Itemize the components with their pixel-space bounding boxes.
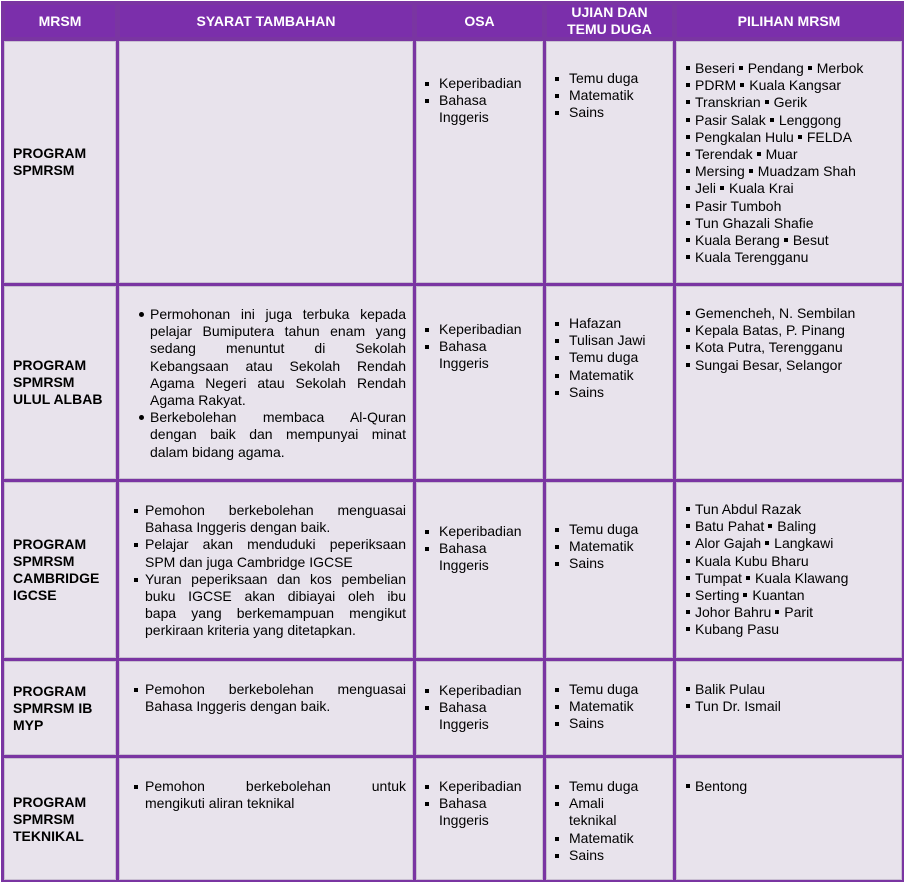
ujian-list	[547, 70, 672, 122]
pilihan-mrsm-cell	[676, 758, 902, 880]
osa-list	[417, 682, 542, 734]
ujian-list	[547, 681, 672, 733]
mrsm-school: Beseri	[685, 60, 735, 76]
mrsm-school: Johor Bahru	[685, 604, 771, 620]
syarat-text: Permohonan ini juga terbuka kepada	[150, 306, 406, 322]
ujian-list	[547, 778, 672, 864]
program-name-line: SPMRSM	[13, 162, 75, 178]
program-name-line: PROGRAM	[13, 793, 87, 810]
mrsm-school: Kuala Krai	[719, 180, 794, 196]
pilihan-mrsm-cell	[676, 482, 902, 658]
program-name-line: ULUL ALBAB	[13, 391, 103, 407]
syarat-tambahan-cell	[119, 661, 413, 755]
osa-item: Keperibadian	[417, 321, 542, 338]
osa-item: Bahasa	[417, 540, 542, 557]
pilihan-line	[677, 339, 901, 356]
ujian-temu-duga-cell	[546, 286, 673, 479]
syarat-text: pelajar Bumiputera tahun enam yang	[150, 323, 406, 340]
program-name	[13, 357, 102, 408]
ujian-item: Matematik	[547, 698, 672, 715]
pilihan-mrsm-cell	[676, 661, 902, 755]
program-name-line: CAMBRIDGE	[13, 570, 100, 586]
program-name-line: MYP	[13, 716, 44, 733]
header-ujian-line1: UJIAN DAN	[571, 4, 648, 20]
program-name-line: PROGRAM	[13, 357, 87, 373]
osa-item: Inggeris	[439, 716, 489, 733]
ujian-item: Hafazan	[547, 315, 672, 332]
pilihan-line	[677, 77, 901, 94]
mrsm-school: Langkawi	[764, 535, 833, 551]
ujian-item: Temu duga	[547, 70, 672, 87]
pilihan-line	[677, 163, 901, 180]
pilihan-line	[677, 60, 901, 77]
mrsm-school: Kuala Terengganu	[685, 249, 808, 265]
mrsm-school: Serting	[685, 587, 739, 603]
mrsm-school: Batu Pahat	[685, 518, 764, 534]
pilihan-line	[677, 518, 901, 535]
pilihan-line	[677, 553, 901, 570]
osa-item: Keperibadian	[417, 778, 542, 795]
header-osa: OSA	[416, 4, 543, 38]
osa-cell	[416, 661, 543, 755]
syarat-text: dengan baik dan mempunyai minat	[150, 426, 406, 443]
syarat-text: mengikuti aliran teknikal	[145, 795, 295, 812]
osa-item: Bahasa	[417, 699, 542, 716]
program-name-line: PROGRAM	[13, 145, 87, 161]
mrsm-school: Kuala Kubu Bharu	[685, 553, 809, 569]
pilihan-mrsm-cell	[676, 286, 902, 479]
mrsm-school: Sungai Besar, Selangor	[685, 357, 842, 373]
ujian-temu-duga-cell	[546, 41, 673, 283]
mrsm-school: Besut	[783, 232, 829, 248]
ujian-item: Matematik	[547, 87, 672, 104]
osa-list	[417, 523, 542, 575]
program-name-line: SPMRSM IB	[13, 699, 93, 716]
pilihan-line	[677, 198, 901, 215]
syarat-list	[128, 306, 406, 461]
mrsm-school: Kuantan	[742, 587, 804, 603]
mrsm-school: Transkrian	[685, 94, 761, 110]
mrsm-school: Balik Pulau	[685, 681, 765, 697]
syarat-text: Agama Rakyat.	[150, 392, 246, 409]
osa-cell	[416, 41, 543, 283]
pilihan-line	[677, 249, 901, 266]
program-name	[13, 145, 86, 179]
syarat-text: Bahasa Inggeris dengan baik.	[145, 519, 331, 536]
osa-list	[417, 321, 542, 373]
pilihan-line	[677, 146, 901, 163]
osa-list	[417, 778, 542, 830]
mrsm-school: Baling	[767, 518, 816, 534]
program-name-line: SPMRSM	[13, 553, 75, 569]
mrsm-school: Kepala Batas, P. Pinang	[685, 322, 845, 338]
pilihan-line	[677, 698, 901, 715]
mrsm-school: Gerik	[764, 94, 807, 110]
osa-cell	[416, 758, 543, 880]
syarat-item	[128, 536, 406, 570]
osa-item: Keperibadian	[417, 75, 542, 92]
program-name-line: SPMRSM	[13, 374, 75, 390]
program-name	[13, 683, 92, 734]
mrsm-school: Pasir Tumboh	[685, 198, 781, 214]
program-name	[13, 794, 86, 845]
ujian-item: Matematik	[547, 367, 672, 384]
pilihan-line	[677, 681, 901, 698]
mrsm-school: Terendak	[685, 146, 753, 162]
pilihan-line	[677, 778, 901, 795]
pilihan-line	[677, 215, 901, 232]
mrsm-school: Muadzam Shah	[748, 163, 856, 179]
pilihan-line	[677, 501, 901, 518]
ujian-temu-duga-cell	[546, 661, 673, 755]
osa-list	[417, 75, 542, 127]
pilihan-line	[677, 587, 901, 604]
ujian-item: Sains	[547, 847, 672, 864]
mrsm-school: Pendang	[738, 60, 804, 76]
mrsm-school: Tun Ghazali Shafie	[685, 215, 814, 231]
header-pilihan-mrsm: PILIHAN MRSM	[676, 4, 902, 38]
syarat-list	[128, 778, 406, 812]
mrsm-school: Tumpat	[685, 570, 742, 586]
syarat-text: Pemohon berkebolehan menguasai	[145, 502, 406, 518]
osa-item: Keperibadian	[417, 523, 542, 540]
ujian-item: Temu duga	[547, 778, 672, 795]
header-ujian-line2: TEMU DUGA	[567, 21, 652, 37]
ujian-item: Temu duga	[547, 521, 672, 538]
mrsm-school: Kota Putra, Terengganu	[685, 339, 843, 355]
syarat-tambahan-cell	[119, 286, 413, 479]
mrsm-school: Tun Dr. Ismail	[685, 698, 781, 714]
osa-cell	[416, 482, 543, 658]
syarat-text: sedang menuntut di Sekolah	[150, 340, 406, 357]
osa-cell	[416, 286, 543, 479]
osa-item: Keperibadian	[417, 682, 542, 699]
pilihan-line	[677, 322, 901, 339]
syarat-item	[128, 502, 406, 536]
ujian-item: Matematik	[547, 538, 672, 555]
mrsm-school: Kuala Kangsar	[739, 77, 841, 93]
mrsm-school: FELDA	[797, 129, 852, 145]
pilihan-line	[677, 305, 901, 322]
syarat-text: Pemohon berkebolehan untuk	[145, 778, 406, 794]
pilihan-line	[677, 535, 901, 552]
pilihan-line	[677, 112, 901, 129]
ujian-item: Sains	[547, 715, 672, 732]
program-name-cell	[4, 482, 116, 658]
mrsm-school: Pengkalan Hulu	[685, 129, 794, 145]
mrsm-school: Pasir Salak	[685, 112, 766, 128]
pilihan-line	[677, 232, 901, 249]
osa-item: Bahasa	[417, 338, 542, 355]
syarat-item	[128, 306, 406, 409]
ujian-item: Sains	[547, 104, 672, 121]
pilihan-mrsm-cell	[676, 41, 902, 283]
pilihan-line	[677, 94, 901, 111]
syarat-item	[128, 681, 406, 715]
syarat-text: Pelajar akan menduduki peperiksaan	[145, 536, 406, 553]
mrsm-school: Kuala Berang	[685, 232, 780, 248]
mrsm-school: Gemencheh, N. Sembilan	[685, 305, 855, 321]
ujian-item: teknikal	[569, 812, 617, 829]
syarat-list	[128, 502, 406, 640]
pilihan-line	[677, 180, 901, 197]
mrsm-school: Tun Abdul Razak	[685, 501, 801, 517]
pilihan-line	[677, 129, 901, 146]
ujian-item: Tulisan Jawi	[547, 332, 672, 349]
syarat-text: Agama Negeri atau Sekolah Rendah	[150, 374, 406, 391]
syarat-text: Pemohon berkebolehan menguasai	[145, 681, 406, 697]
pilihan-line	[677, 621, 901, 638]
program-name	[13, 536, 99, 604]
syarat-item	[128, 409, 406, 461]
syarat-text: perkiraan kriteria yang ditetapkan.	[145, 622, 356, 639]
pilihan-line	[677, 570, 901, 587]
ujian-list	[547, 521, 672, 573]
program-name-line: IGCSE	[13, 587, 57, 603]
program-name-line: SPMRSM	[13, 810, 75, 827]
mrsm-school: Bentong	[685, 778, 747, 794]
ujian-item: Matematik	[547, 830, 672, 847]
syarat-text: dalam bidang agama.	[150, 443, 285, 460]
syarat-text: Yuran peperiksaan dan kos pembelian	[145, 570, 406, 587]
header-mrsm: MRSM	[4, 4, 116, 38]
program-name-cell	[4, 41, 116, 283]
osa-item: Inggeris	[439, 109, 489, 126]
mrsm-school: Merbok	[807, 60, 864, 76]
mrsm-school: Lenggong	[769, 112, 841, 128]
osa-item: Inggeris	[439, 812, 489, 829]
syarat-list	[128, 681, 406, 715]
program-name-line: PROGRAM	[13, 682, 87, 699]
program-name-cell	[4, 758, 116, 880]
mrsm-school: Muar	[756, 146, 798, 162]
ujian-temu-duga-cell	[546, 482, 673, 658]
syarat-item	[128, 778, 406, 812]
program-name-cell	[4, 661, 116, 755]
ujian-item: Sains	[547, 555, 672, 572]
mrsm-school: Parit	[774, 604, 813, 620]
pilihan-line	[677, 357, 901, 374]
program-name-line: PROGRAM	[13, 536, 87, 552]
program-name-line: TEKNIKAL	[13, 827, 84, 844]
mrsm-program-table	[1, 1, 904, 882]
osa-item: Inggeris	[439, 355, 489, 372]
ujian-item: Temu duga	[547, 349, 672, 366]
mrsm-school: Alor Gajah	[685, 535, 761, 551]
syarat-item	[128, 571, 406, 640]
ujian-temu-duga-cell	[546, 758, 673, 880]
mrsm-school: Jeli	[685, 180, 716, 196]
syarat-tambahan-cell	[119, 482, 413, 658]
osa-item: Bahasa	[417, 795, 542, 812]
ujian-list	[547, 315, 672, 401]
mrsm-school: PDRM	[685, 77, 736, 93]
ujian-item: Sains	[547, 384, 672, 401]
header-syarat-tambahan: SYARAT TAMBAHAN	[119, 4, 413, 38]
syarat-text: bapa yang berkemampuan mengikut	[145, 605, 406, 622]
syarat-text: Kebangsaan atau Sekolah Rendah	[150, 357, 406, 374]
pilihan-line	[677, 604, 901, 621]
ujian-item: Temu duga	[547, 681, 672, 698]
syarat-text: Berkebolehan membaca Al-Quran	[150, 409, 406, 426]
osa-item: Inggeris	[439, 557, 489, 574]
syarat-tambahan-cell	[119, 758, 413, 880]
syarat-text: SPM dan juga Cambridge IGCSE	[145, 553, 353, 570]
syarat-text: buku IGCSE akan dibiayai oleh ibu	[145, 588, 406, 605]
header-ujian-temu-duga	[546, 4, 673, 38]
program-name-cell	[4, 286, 116, 479]
syarat-text: Bahasa Inggeris dengan baik.	[145, 698, 331, 715]
osa-item: Bahasa	[417, 92, 542, 109]
mrsm-school: Mersing	[685, 163, 745, 179]
ujian-item: Amali	[547, 795, 672, 812]
mrsm-school: Kubang Pasu	[685, 621, 779, 637]
syarat-tambahan-cell	[119, 41, 413, 283]
mrsm-school: Kuala Klawang	[745, 570, 848, 586]
